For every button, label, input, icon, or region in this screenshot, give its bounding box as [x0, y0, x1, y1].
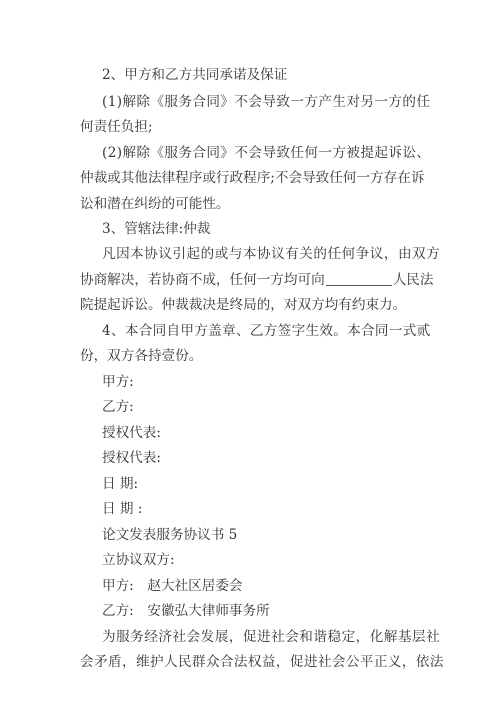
clause-2-1-line-2: 何责任负担;	[80, 119, 153, 135]
date-label-2: 日 期 :	[102, 501, 143, 517]
document-title: 论文发表服务协议书 5	[102, 527, 238, 543]
party-a-name: 甲方: 赵大社区居委会	[102, 578, 243, 594]
clause-2-2-line-1: (2)解除《服务合同》不会导致任何一方被提起诉讼、	[102, 145, 431, 161]
clause-2-2-line-2: 仲裁或其他法律程序或行政程序;不会导致任何一方存在诉	[80, 170, 425, 186]
authorized-rep-label-1: 授权代表:	[102, 425, 161, 441]
preamble-line-1: 为服务经济社会发展，促进社会和谐稳定，化解基层社	[102, 629, 441, 645]
preamble-line-2: 会矛盾，维护人民群众合法权益，促进社会公平正义，依法	[80, 654, 444, 670]
clause-2-2-line-3: 讼和潜在纠纷的可能性。	[80, 196, 230, 212]
party-a-label: 甲方:	[102, 374, 134, 390]
clause-4-line-2: 份，双方各持壹份。	[80, 348, 203, 364]
clause-3-line-3: 院提起诉讼。仲裁裁决是终局的，对双方均有约束力。	[80, 297, 407, 313]
clause-3-line-2	[80, 269, 440, 291]
date-label-1: 日 期:	[102, 476, 139, 492]
clause-3-line-2-text: 协商解决，若协商不成，任何一方均可向	[80, 272, 325, 288]
clause-3-line-2-tail: 人民法	[392, 272, 434, 288]
court-blank	[326, 271, 392, 286]
clause-3-line-1: 凡因本协议引起的或与本协议有关的任何争议，由双方	[102, 246, 441, 262]
party-b-name: 乙方: 安徽弘大律师事务所	[102, 603, 270, 619]
clause-2-1-line-1: (1)解除《服务合同》不会导致一方产生对另一方的任	[102, 94, 431, 110]
parties-heading: 立协议双方:	[102, 552, 175, 568]
clause-2-heading: 2、甲方和乙方共同承诺及保证	[102, 67, 288, 83]
party-b-label: 乙方:	[102, 399, 134, 415]
authorized-rep-label-2: 授权代表:	[102, 450, 161, 466]
clause-4-line-1: 4、本合同自甲方盖章、乙方签字生效。本合同一式贰	[102, 323, 431, 339]
clause-3-heading: 3、管辖法律:仲裁	[102, 221, 211, 237]
